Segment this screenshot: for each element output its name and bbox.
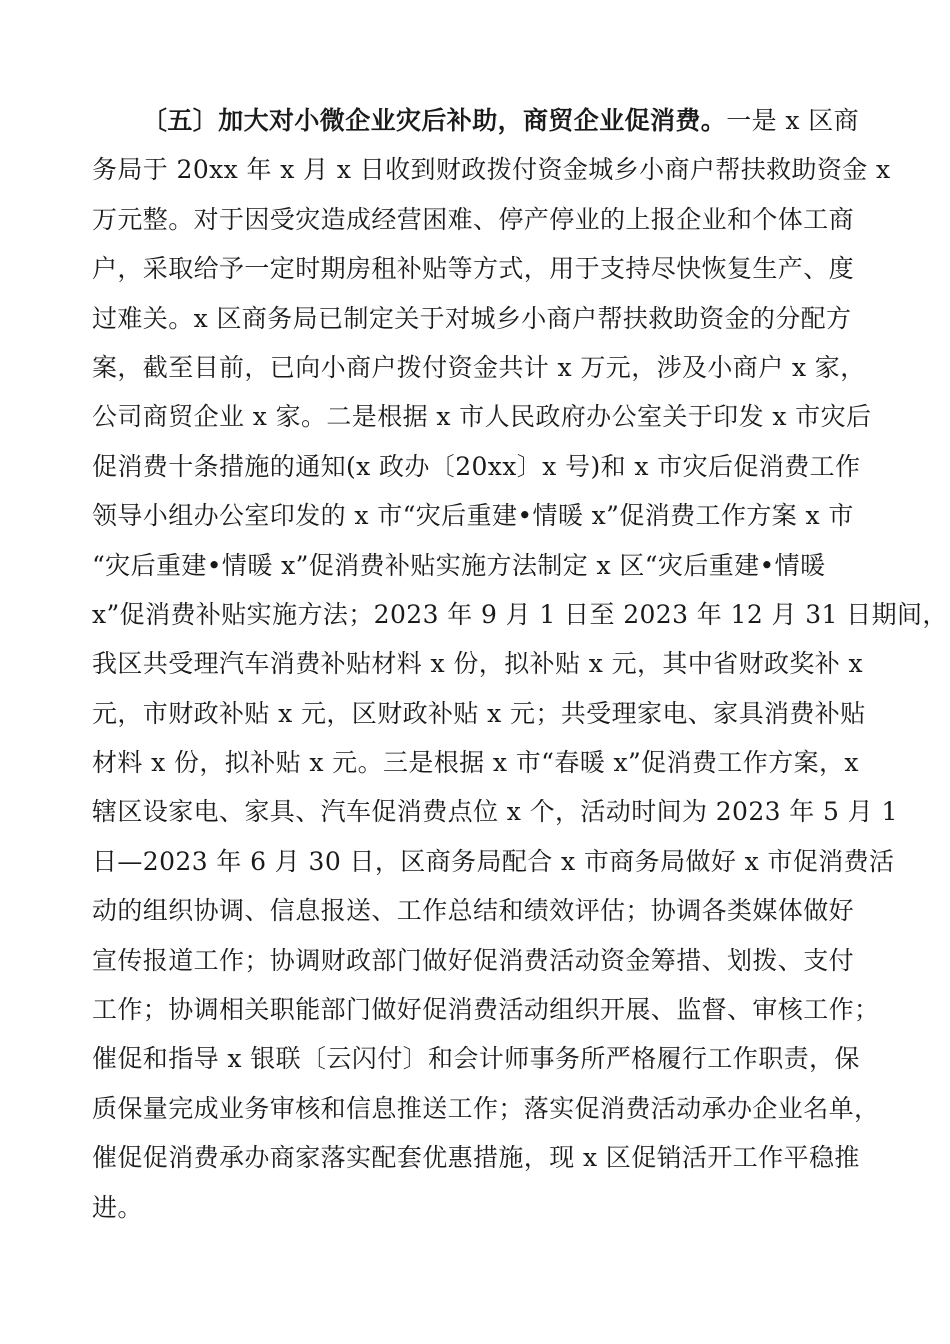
text-line: 过难关。x 区商务局已制定关于对城乡小商户帮扶救助资金的分配方 — [92, 303, 852, 333]
text-line: 公司商贸企业 x 家。二是根据 x 市人民政府办公室关于印发 x 市灾后 — [92, 402, 872, 432]
text-line: 领导小组办公室印发的 x 市“灾后重建•情暖 x”促消费工作方案 x 市 — [92, 501, 854, 531]
text-line: 促消费十条措施的通知(x 政办〔20xx〕x 号)和 x 市灾后促消费工作 — [92, 451, 861, 481]
text-line: 元，市财政补贴 x 元，区财政补贴 x 元；共受理家电、家具消费补贴 — [92, 698, 866, 728]
text-line: 催促和指导 x 银联〔云闪付〕和会计师事务所严格履行工作职责，保 — [92, 1044, 860, 1074]
text-line: 万元整。对于因受灾造成经营困难、停产停业的上报企业和个体工商 — [92, 204, 855, 234]
section-heading: 〔五〕加大对小微企业灾后补助，商贸企业促消费。 — [142, 106, 727, 135]
text-line: 我区共受理汽车消费补贴材料 x 份，拟补贴 x 元，其中省财政奖补 x — [92, 649, 864, 679]
paragraph — [92, 96, 948, 1232]
text-line: 催促促消费承办商家落实配套优惠措施，现 x 区促销活开工作平稳推 — [92, 1143, 860, 1173]
text-line: “灾后重建•情暖 x”促消费补贴实施方法制定 x 区“灾后重建•情暖 — [92, 550, 826, 580]
text-line: 务局于 20xx 年 x 月 x 日收到财政拨付资金城乡小商户帮扶救助资金 x — [92, 155, 891, 185]
text-line: x”促消费补贴实施方法；2023 年 9 月 1 日至 2023 年 12 月 31 日期间， — [92, 599, 948, 629]
text-line: 宣传报道工作；协调财政部门做好促消费活动资金筹措、划拨、支付 — [92, 945, 855, 975]
text-line: 工作；协调相关职能部门做好促消费活动组织开展、监督、审核工作； — [92, 995, 880, 1025]
text-line: 动的组织协调、信息报送、工作总结和绩效评估；协调各类媒体做好 — [92, 896, 855, 926]
text-line: 一是 x 区商 — [726, 106, 859, 135]
text-line: 户，采取给予一定时期房租补贴等方式，用于支持尽快恢复生产、度 — [92, 254, 855, 284]
text-line: 辖区设家电、家具、汽车促消费点位 x 个，活动时间为 2023 年 5 月 1 — [92, 797, 898, 827]
text-line: 进。 — [92, 1192, 143, 1222]
text-line: 质保量完成业务审核和信息推送工作；落实促消费活动承办企业名单， — [92, 1093, 880, 1123]
text-line: 日—2023 年 6 月 30 日，区商务局配合 x 市商务局做好 x 市促消费活 — [92, 846, 895, 876]
text-line: 材料 x 份，拟补贴 x 元。三是根据 x 市“春暖 x”促消费工作方案，x — [92, 748, 859, 778]
paragraph-first-line — [92, 96, 872, 145]
text-line: 案，截至目前，已向小商户拨付资金共计 x 万元，涉及小商户 x 家， — [92, 352, 866, 382]
